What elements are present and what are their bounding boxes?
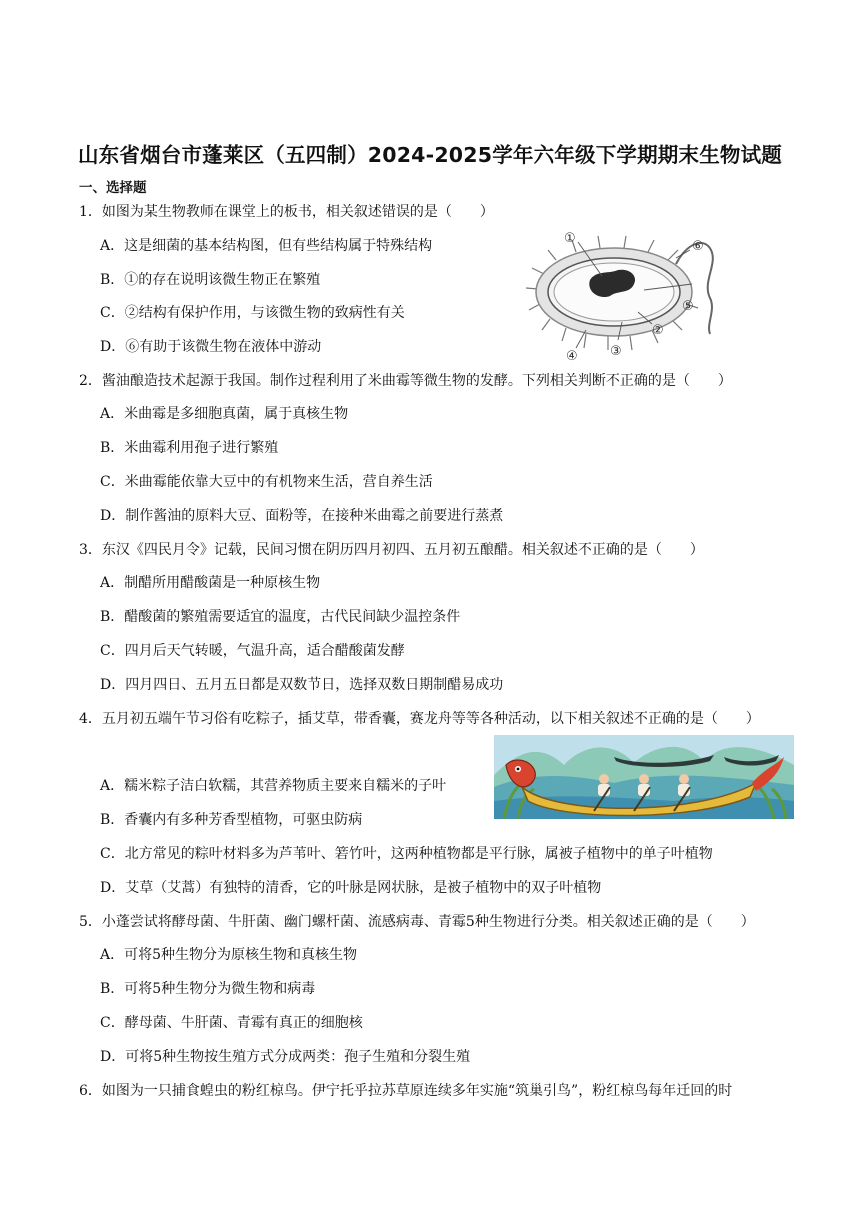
question-5-option-a: A．可将5种生物分为原核生物和真核生物 [100, 947, 358, 963]
question-5-option-b: B．可将5种生物分为微生物和病毒 [100, 981, 316, 997]
question-1-option-a: A．这是细菌的基本结构图，但有些结构属于特殊结构 [100, 238, 433, 254]
question-3-option-c: C．四月后天气转暖，气温升高，适合醋酸菌发酵 [100, 643, 405, 659]
section-heading: 一、选择题 [79, 180, 147, 196]
question-3-option-a: A．制醋所用醋酸菌是一种原核生物 [100, 575, 321, 591]
question-4-option-b: B．香囊内有多种芳香型植物，可驱虫防病 [100, 812, 363, 828]
question-3-stem: 3．东汉《四民月令》记载，民间习惯在阴历四月初四、五月初五酿醋。相关叙述不正确的是（ ） [79, 542, 704, 558]
question-3-option-d: D．四月四日、五月五日都是双数节日，选择双数日期制醋易成功 [100, 677, 504, 693]
page-title: 山东省烟台市蓬莱区（五四制）2024-2025学年六年级下学期期末生物试题 [77, 143, 783, 167]
question-6-stem: 6．如图为一只捕食蝗虫的粉红椋鸟。伊宁托乎拉苏草原连续多年实施“筑巢引鸟”，粉红椋鸟每年迁回的时 [79, 1083, 733, 1099]
question-4-option-c: C．北方常见的粽叶材料多为芦苇叶、箬竹叶，这两种植物都是平行脉，属被子植物中的单子叶植物 [100, 846, 713, 862]
question-3-option-b: B．醋酸菌的繁殖需要适宜的温度，古代民间缺少温控条件 [100, 609, 461, 625]
question-5-stem: 5．小蓬尝试将酵母菌、牛肝菌、幽门螺杆菌、流感病毒、青霉5种生物进行分类。相关叙述正确的是（ ） [79, 914, 755, 930]
bacterium-structure-figure [526, 224, 722, 364]
question-1-option-b: B．①的存在说明该微生物正在繁殖 [100, 272, 321, 288]
question-1-option-c: C．②结构有保护作用，与该微生物的致病性有关 [100, 305, 405, 321]
question-5-option-c: C．酵母菌、牛肝菌、青霉有真正的细胞核 [100, 1015, 363, 1031]
question-5-option-d: D．可将5种生物按生殖方式分成两类：孢子生殖和分裂生殖 [100, 1049, 471, 1065]
label-5: ⑤ [682, 299, 694, 314]
question-1-stem: 1．如图为某生物教师在课堂上的板书，相关叙述错误的是（ ） [79, 204, 494, 220]
dragon-boat-figure [494, 735, 794, 819]
question-2-option-c: C．米曲霉能依靠大豆中的有机物来生活，营自养生活 [100, 474, 433, 490]
question-1-option-d: D．⑥有助于该微生物在液体中游动 [100, 339, 322, 355]
question-2-stem: 2．酱油酿造技术起源于我国。制作过程利用了米曲霉等微生物的发酵。下列相关判断不正确的是（ ） [79, 373, 732, 389]
question-2-option-b: B．米曲霉利用孢子进行繁殖 [100, 440, 279, 456]
label-3: ③ [610, 344, 622, 359]
label-1: ① [564, 231, 576, 246]
question-4-stem: 4．五月初五端午节习俗有吃粽子，插艾草，带香囊，赛龙舟等等各种活动，以下相关叙述不正确的是（ ） [79, 711, 760, 727]
question-4-option-a: A．糯米粽子洁白软糯，其营养物质主要来自糯米的子叶 [100, 778, 447, 794]
label-6: ⑥ [692, 239, 704, 254]
question-4-option-d: D．艾草（艾蒿）有独特的清香，它的叶脉是网状脉，是被子植物中的双子叶植物 [100, 880, 602, 896]
question-2-option-d: D．制作酱油的原料大豆、面粉等，在接种米曲霉之前要进行蒸煮 [100, 508, 504, 524]
label-4: ④ [566, 349, 578, 364]
label-2: ② [652, 323, 664, 338]
question-2-option-a: A．米曲霉是多细胞真菌，属于真核生物 [100, 406, 349, 422]
